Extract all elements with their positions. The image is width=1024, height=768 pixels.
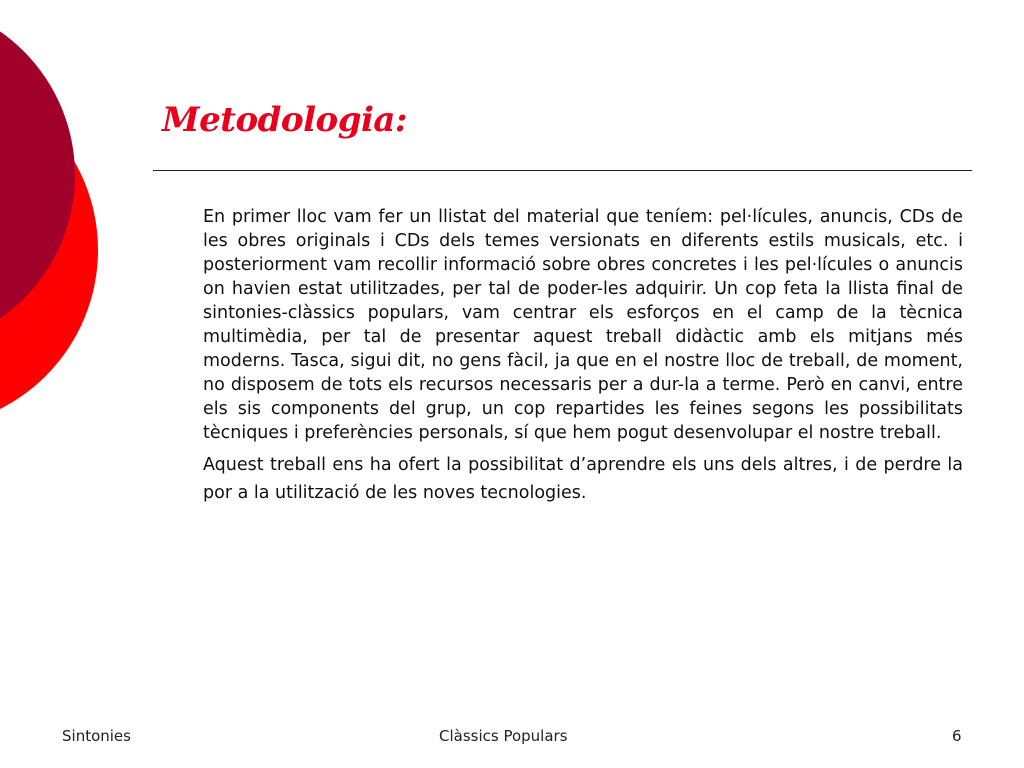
body-paragraph-1: En primer lloc vam fer un llistat del material que teníem: pel·lícules, anuncis, CDs de les obres originals i CDs dels temes versionats en diferents estils musicals, etc. i posteriorment vam recollir informació sobre obres concretes i les pel·lícules o anuncis on havien estat utilitzades, per tal de poder-les adquirir. Un cop feta la llista final de sintonies-clàssics populars, vam centrar els esforços en el camp de la tècnica multimèdia, per tal de presentar aquest treball didàctic amb els mitjans més moderns. Tasca, sigui dit, no gens fàcil, ja que en el nostre lloc de treball, de moment, no disposem de tots els recursos necessaris per a dur-la a terme. Però en canvi, entre els sis components del grup, un cop repartides les feines segons les possibilitats tècniques i preferències personals, sí que hem pogut desenvolupar el nostre treball. — [203, 207, 963, 443]
decorative-circles — [0, 0, 110, 410]
footer-center-text: Clàssics Populars — [439, 727, 568, 745]
page-number: 6 — [952, 727, 962, 745]
slide-body — [203, 205, 963, 507]
slide-title: Metodologia: — [162, 100, 407, 140]
body-paragraph-2: Aquest treball ens ha ofert la possibilitat d’aprendre els uns dels altres, i de perdre la por a la utilització de les noves tecnologies. — [203, 455, 963, 503]
footer-left-text: Sintonies — [62, 727, 131, 745]
title-divider — [153, 170, 972, 171]
